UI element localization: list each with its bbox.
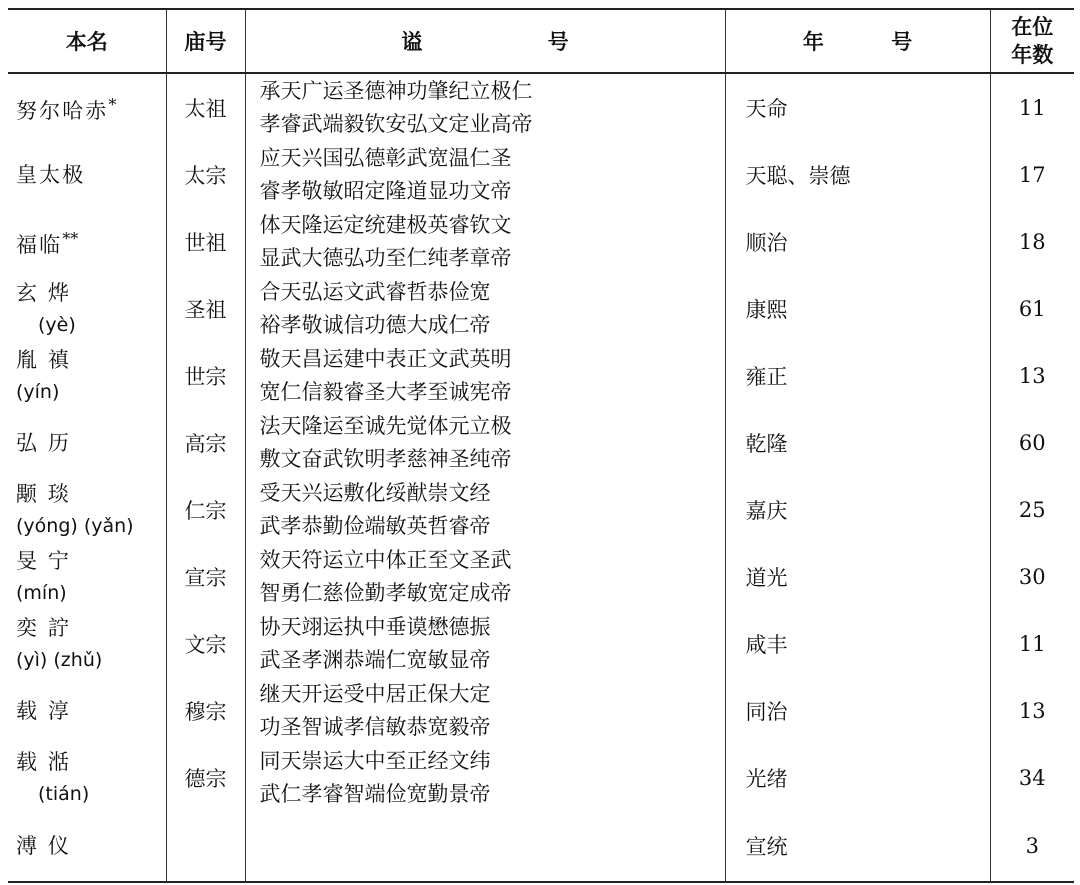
table-row [8,610,1074,677]
cell-reign-years: 18 [990,208,1074,275]
cell-era-name: 道光 [725,543,990,610]
cell-name [8,208,166,275]
cell-temple-name: 穆宗 [166,677,245,744]
emperor-name: 皇太极 [16,162,86,187]
posthumous-line: 武仁孝睿智端俭宽勤景帝 [259,781,491,806]
emperor-name: 载 淳 [16,698,71,723]
table-row [8,342,1074,409]
posthumous-line: 应天兴国弘德彰武宽温仁圣 [259,145,512,170]
emperor-name: 努尔哈赤 [16,98,109,123]
table-row [8,677,1074,744]
cell-name [8,342,166,409]
cell-reign-years: 13 [990,342,1074,409]
cell-posthumous-title [245,73,725,141]
table-row [8,141,1074,208]
cell-reign-years: 17 [990,141,1074,208]
cell-name [8,744,166,811]
posthumous-line: 效天符运立中体正至文圣武 [259,547,512,572]
cell-name [8,610,166,677]
cell-temple-name: 德宗 [166,744,245,811]
cell-name [8,476,166,543]
cell-posthumous-title [245,811,725,882]
cell-era-name: 天命 [725,73,990,141]
table-row [8,275,1074,342]
posthumous-line: 功圣智诚孝信敏恭宽毅帝 [259,714,491,739]
cell-reign-years: 13 [990,677,1074,744]
posthumous-line: 受天兴运敷化绥猷崇文经 [259,480,491,505]
table-row [8,811,1074,882]
cell-posthumous-title [245,543,725,610]
posthumous-line: 宽仁信毅睿圣大孝至诚宪帝 [259,379,512,404]
posthumous-line: 孝睿武端毅钦安弘文定业高帝 [259,111,533,136]
posthumous-line: 睿孝敬敏昭定隆道显功文帝 [259,178,512,203]
cell-posthumous-title [245,208,725,275]
cell-era-name: 天聪、崇德 [725,141,990,208]
cell-posthumous-title [245,275,725,342]
cell-name [8,543,166,610]
table-row [8,476,1074,543]
cell-era-name: 光绪 [725,744,990,811]
cell-name [8,409,166,476]
header-years-line2: 年数 [1011,42,1054,67]
cell-temple-name: 圣祖 [166,275,245,342]
name-pinyin: (yì) (zhǔ) [16,648,103,671]
posthumous-line: 继天开运受中居正保大定 [259,681,491,706]
posthumous-line: 武圣孝渊恭端仁宽敏显帝 [259,647,491,672]
emperor-name: 载 湉 [16,749,71,774]
cell-temple-name: 文宗 [166,610,245,677]
cell-era-name: 乾隆 [725,409,990,476]
name-pinyin: (yè) [38,313,76,336]
posthumous-line: 智勇仁慈俭勤孝敏宽定成帝 [259,580,512,605]
cell-posthumous-title [245,141,725,208]
cell-posthumous-title [245,409,725,476]
cell-reign-years: 61 [990,275,1074,342]
cell-era-name: 嘉庆 [725,476,990,543]
cell-reign-years: 34 [990,744,1074,811]
cell-era-name: 宣统 [725,811,990,882]
cell-name [8,275,166,342]
table-row [8,208,1074,275]
cell-era-name: 雍正 [725,342,990,409]
emperor-name: 胤 禛 [16,347,71,372]
header-name: 本名 [8,9,166,73]
cell-era-name: 同治 [725,677,990,744]
table-row [8,409,1074,476]
posthumous-line: 同天崇运大中至正经文纬 [259,748,491,773]
emperor-name: 溥 仪 [16,834,71,858]
cell-posthumous-title [245,744,725,811]
cell-name [8,811,166,882]
cell-temple-name: 太祖 [166,73,245,141]
posthumous-line: 武孝恭勤俭端敏英哲睿帝 [259,513,491,538]
header-posthumous: 谥 号 [245,9,725,73]
footnote-mark: * [108,94,117,114]
posthumous-line: 体天隆运定统建极英睿钦文 [259,212,512,237]
cell-reign-years: 30 [990,543,1074,610]
name-pinyin: (tián) [38,782,90,805]
table-row [8,73,1074,141]
cell-posthumous-title [245,677,725,744]
cell-name [8,141,166,208]
table-row [8,543,1074,610]
header-years [990,9,1074,73]
posthumous-line: 裕孝敬诚信功德大成仁帝 [259,312,491,337]
posthumous-line: 显武大德弘功至仁纯孝章帝 [259,245,512,270]
posthumous-line: 承天广运圣德神功肇纪立极仁 [259,78,533,103]
emperor-name: 旻 宁 [16,548,71,573]
name-pinyin: (mín) [16,581,67,604]
cell-reign-years: 3 [990,811,1074,882]
cell-temple-name: 宣宗 [166,543,245,610]
table-row [8,744,1074,811]
cell-temple-name: 仁宗 [166,476,245,543]
cell-posthumous-title [245,342,725,409]
posthumous-line: 敷文奋武钦明孝慈神圣纯帝 [259,446,512,471]
cell-reign-years: 11 [990,610,1074,677]
table-header [8,9,1074,73]
posthumous-line: 敬天昌运建中表正文武英明 [259,346,512,371]
header-era: 年 号 [725,9,990,73]
emperor-name: 玄 烨 [16,280,71,305]
cell-era-name: 咸丰 [725,610,990,677]
cell-temple-name: 高宗 [166,409,245,476]
header-row [8,9,1074,73]
cell-reign-years: 11 [990,73,1074,141]
name-pinyin: (yín) [16,380,60,403]
header-temple: 庙号 [166,9,245,73]
cell-name [8,677,166,744]
cell-name [8,73,166,141]
header-years-line1: 在位 [1011,14,1054,39]
cell-temple-name [166,811,245,882]
emperor-name: 弘 历 [16,430,71,455]
name-pinyin: (yóng) (yǎn) [16,514,134,537]
cell-posthumous-title [245,476,725,543]
cell-era-name: 顺治 [725,208,990,275]
table-body [8,73,1074,882]
emperor-name: 奕 詝 [16,615,71,640]
cell-reign-years: 25 [990,476,1074,543]
cell-temple-name: 太宗 [166,141,245,208]
emperor-table [8,8,1074,883]
posthumous-line: 法天隆运至诚先觉体元立极 [259,413,512,438]
emperor-name: 福临 [16,232,63,257]
cell-temple-name: 世祖 [166,208,245,275]
footnote-mark: ** [62,228,79,248]
posthumous-line: 协天翊运执中垂谟懋德振 [259,614,491,639]
emperor-name: 颙 琰 [16,481,71,506]
cell-posthumous-title [245,610,725,677]
posthumous-line: 合天弘运文武睿哲恭俭宽 [259,279,491,304]
cell-era-name: 康熙 [725,275,990,342]
cell-reign-years: 60 [990,409,1074,476]
cell-temple-name: 世宗 [166,342,245,409]
